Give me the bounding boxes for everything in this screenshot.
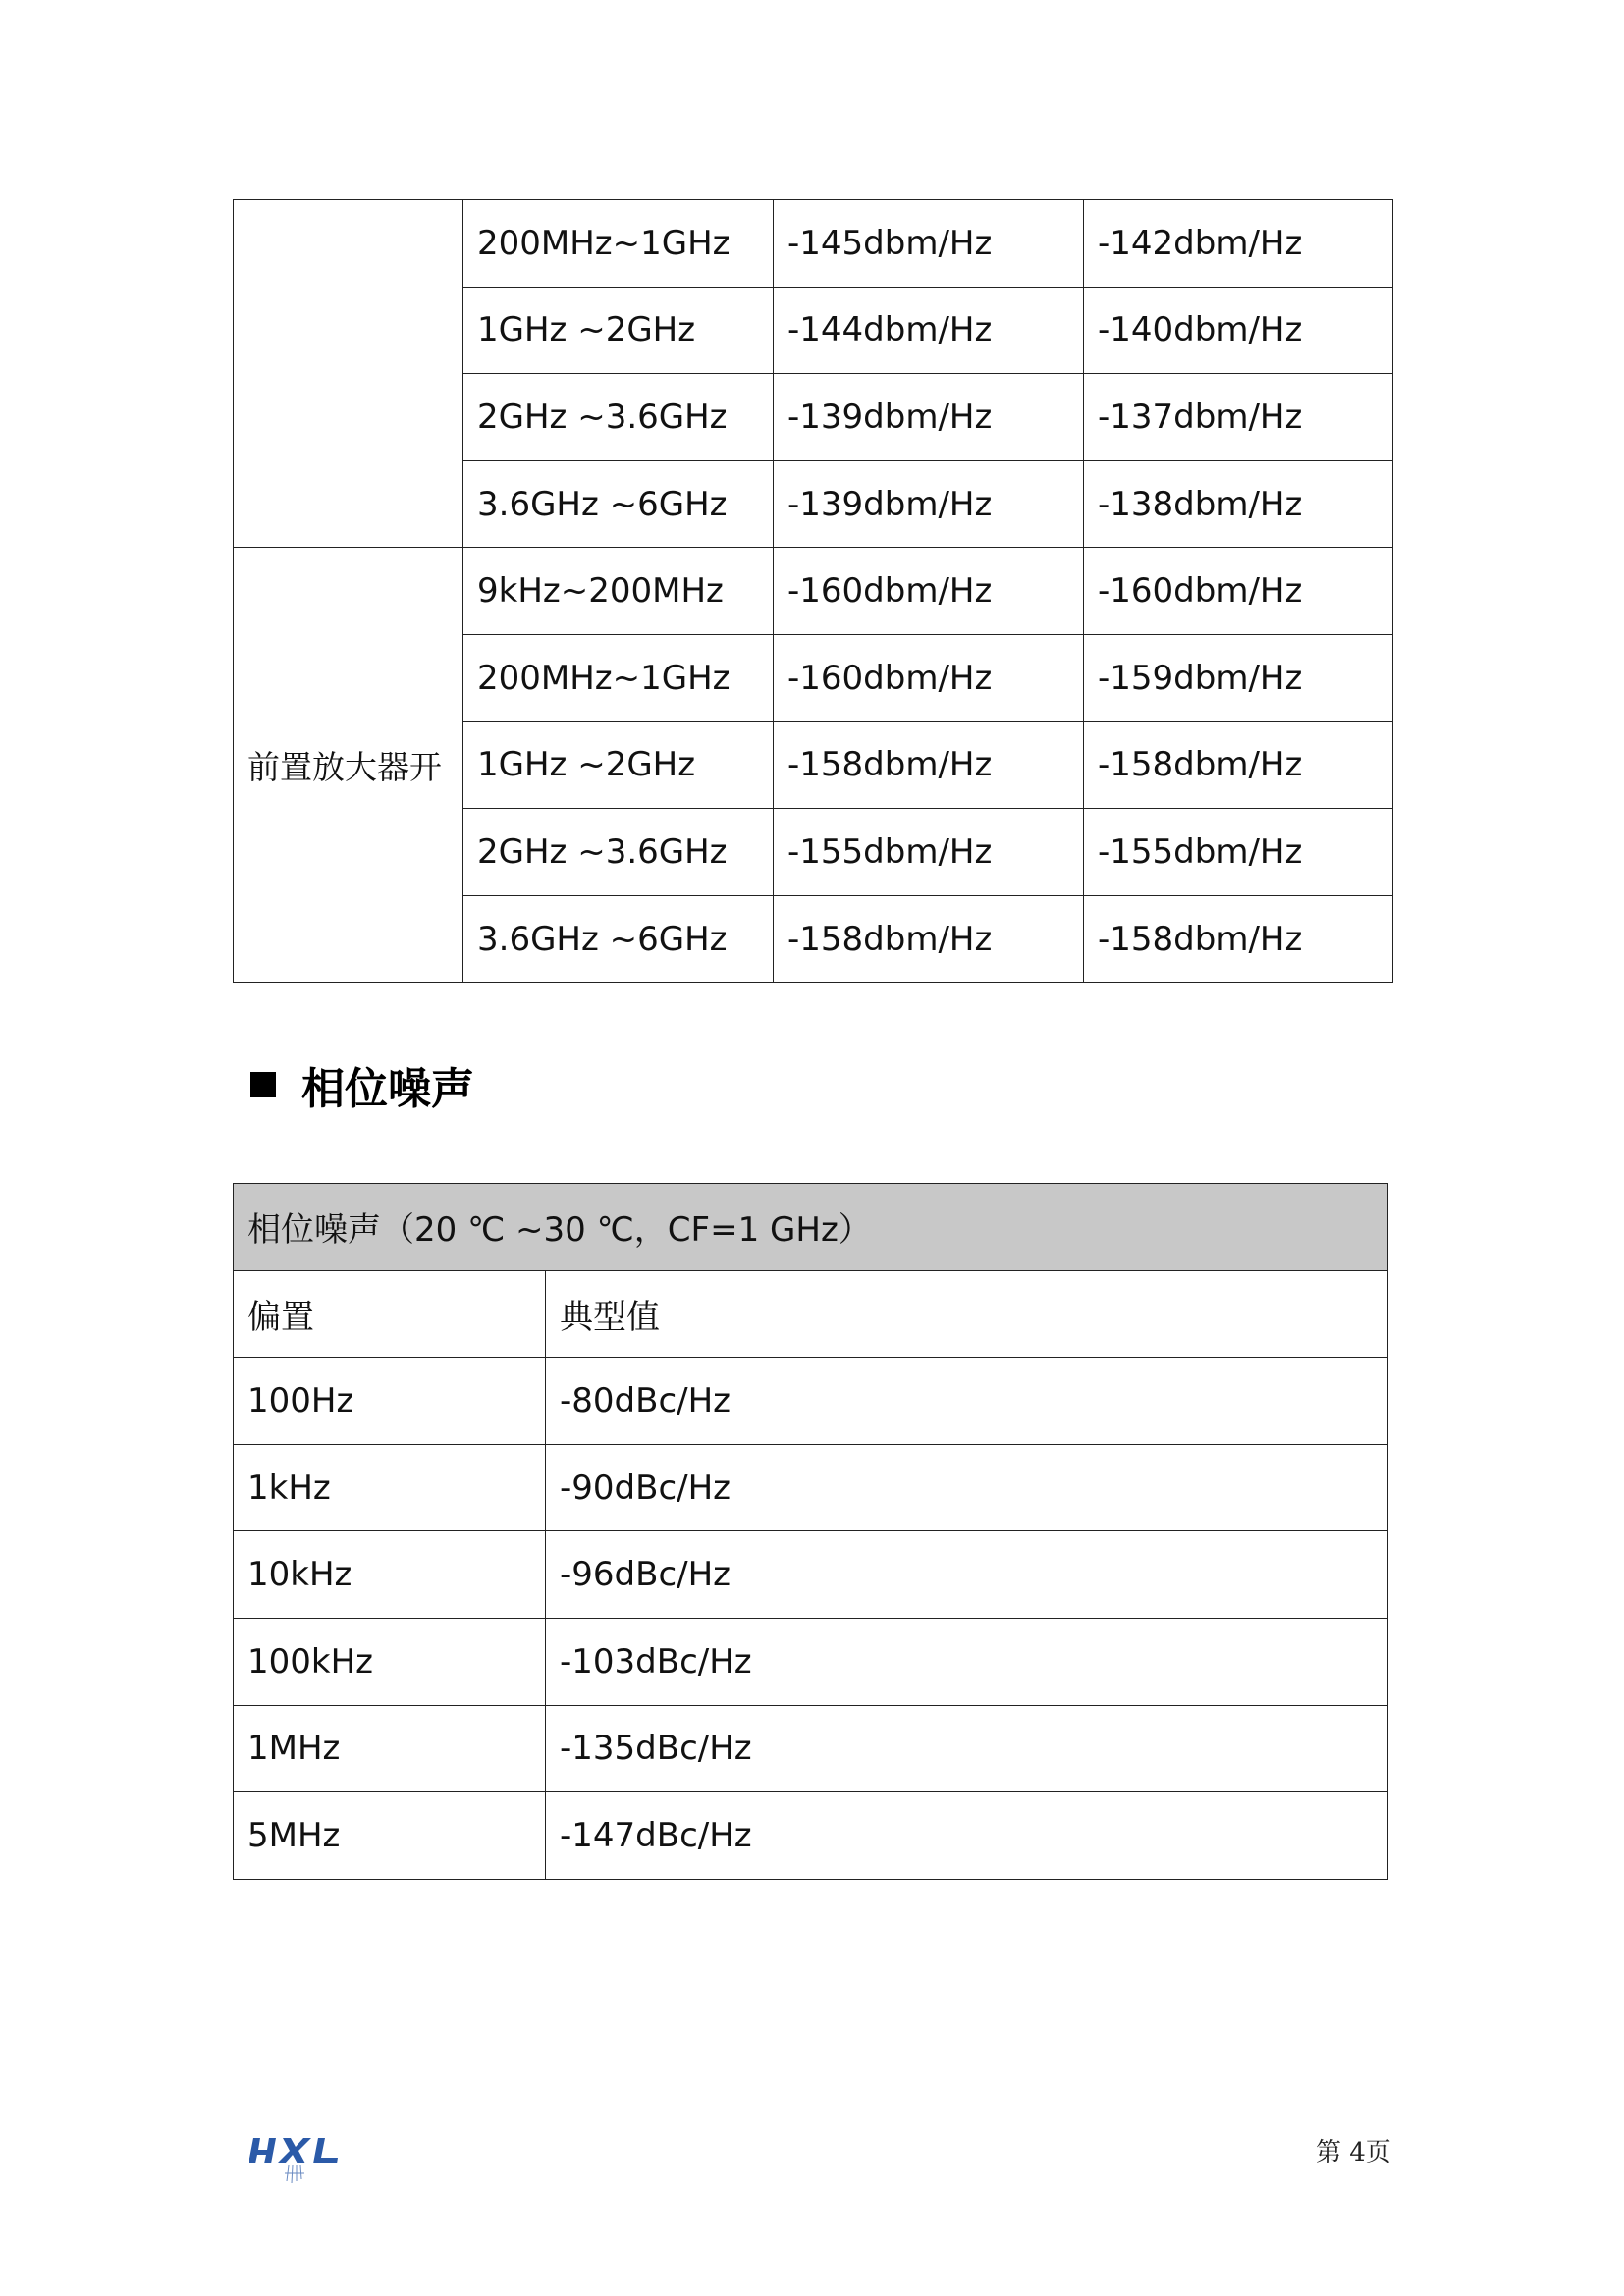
typical-value-cell: -135dBc/Hz [546,1705,1388,1792]
noise-value-cell: -158dbm/Hz [1084,721,1393,809]
noise-value-cell: -138dbm/Hz [1084,460,1393,548]
frequency-range-cell: 200MHz~1GHz [463,634,774,721]
noise-value-cell: -159dbm/Hz [1084,634,1393,721]
typical-value-cell: -96dBc/Hz [546,1531,1388,1619]
noise-value-cell: -160dbm/Hz [774,634,1084,721]
phase-noise-table [233,1183,1388,1880]
noise-value-cell: -160dbm/Hz [774,548,1084,635]
noise-floor-table [233,199,1393,983]
noise-value-cell: -158dbm/Hz [774,721,1084,809]
section-heading [250,1055,474,1114]
noise-value-cell: -142dbm/Hz [1084,200,1393,288]
table-row [234,1358,1388,1445]
offset-cell: 1kHz [234,1444,546,1531]
typical-value-cell: -80dBc/Hz [546,1358,1388,1445]
typical-value-cell: -147dBc/Hz [546,1792,1388,1880]
hxl-logo-icon [249,2130,357,2189]
noise-value-cell: -144dbm/Hz [774,287,1084,374]
frequency-range-cell: 1GHz ~2GHz [463,721,774,809]
typical-value-cell: -90dBc/Hz [546,1444,1388,1531]
frequency-range-cell: 9kHz~200MHz [463,548,774,635]
noise-value-cell: -139dbm/Hz [774,374,1084,461]
frequency-range-cell: 3.6GHz ~6GHz [463,460,774,548]
noise-value-cell: -139dbm/Hz [774,460,1084,548]
offset-cell: 100Hz [234,1358,546,1445]
frequency-range-cell: 200MHz~1GHz [463,200,774,288]
frequency-range-cell: 2GHz ~3.6GHz [463,374,774,461]
frequency-range-cell: 1GHz ~2GHz [463,287,774,374]
frequency-range-cell: 2GHz ~3.6GHz [463,809,774,896]
table-caption: 相位噪声（20 ℃ ~30 ℃，CF=1 GHz） [234,1184,1388,1271]
noise-value-cell: -155dbm/Hz [1084,809,1393,896]
noise-value-cell: -145dbm/Hz [774,200,1084,288]
typical-value-cell: -103dBc/Hz [546,1618,1388,1705]
mode-cell: 前置放大器开 [234,548,463,983]
offset-cell: 100kHz [234,1618,546,1705]
table-row [234,1792,1388,1880]
column-header-offset: 偏置 [234,1270,546,1358]
offset-cell: 5MHz [234,1792,546,1880]
table-header-row [234,1270,1388,1358]
noise-value-cell: -137dbm/Hz [1084,374,1393,461]
table-row [234,1618,1388,1705]
frequency-range-cell: 3.6GHz ~6GHz [463,895,774,983]
noise-value-cell: -140dbm/Hz [1084,287,1393,374]
offset-cell: 10kHz [234,1531,546,1619]
mode-cell [234,200,463,548]
page-number: 第 4页 [1316,2138,1391,2167]
table-caption-row [234,1184,1388,1271]
noise-value-cell: -160dbm/Hz [1084,548,1393,635]
table-row [234,1705,1388,1792]
table-row [234,1531,1388,1619]
table-row [234,1444,1388,1531]
offset-cell: 1MHz [234,1705,546,1792]
noise-value-cell: -158dbm/Hz [774,895,1084,983]
table-row [234,548,1393,635]
section-title: 相位噪声 [301,1064,474,1114]
column-header-typical: 典型值 [546,1270,1388,1358]
noise-value-cell: -155dbm/Hz [774,809,1084,896]
square-bullet-icon [250,1072,276,1097]
company-logo [249,2130,357,2189]
table-row [234,200,1393,288]
noise-value-cell: -158dbm/Hz [1084,895,1393,983]
